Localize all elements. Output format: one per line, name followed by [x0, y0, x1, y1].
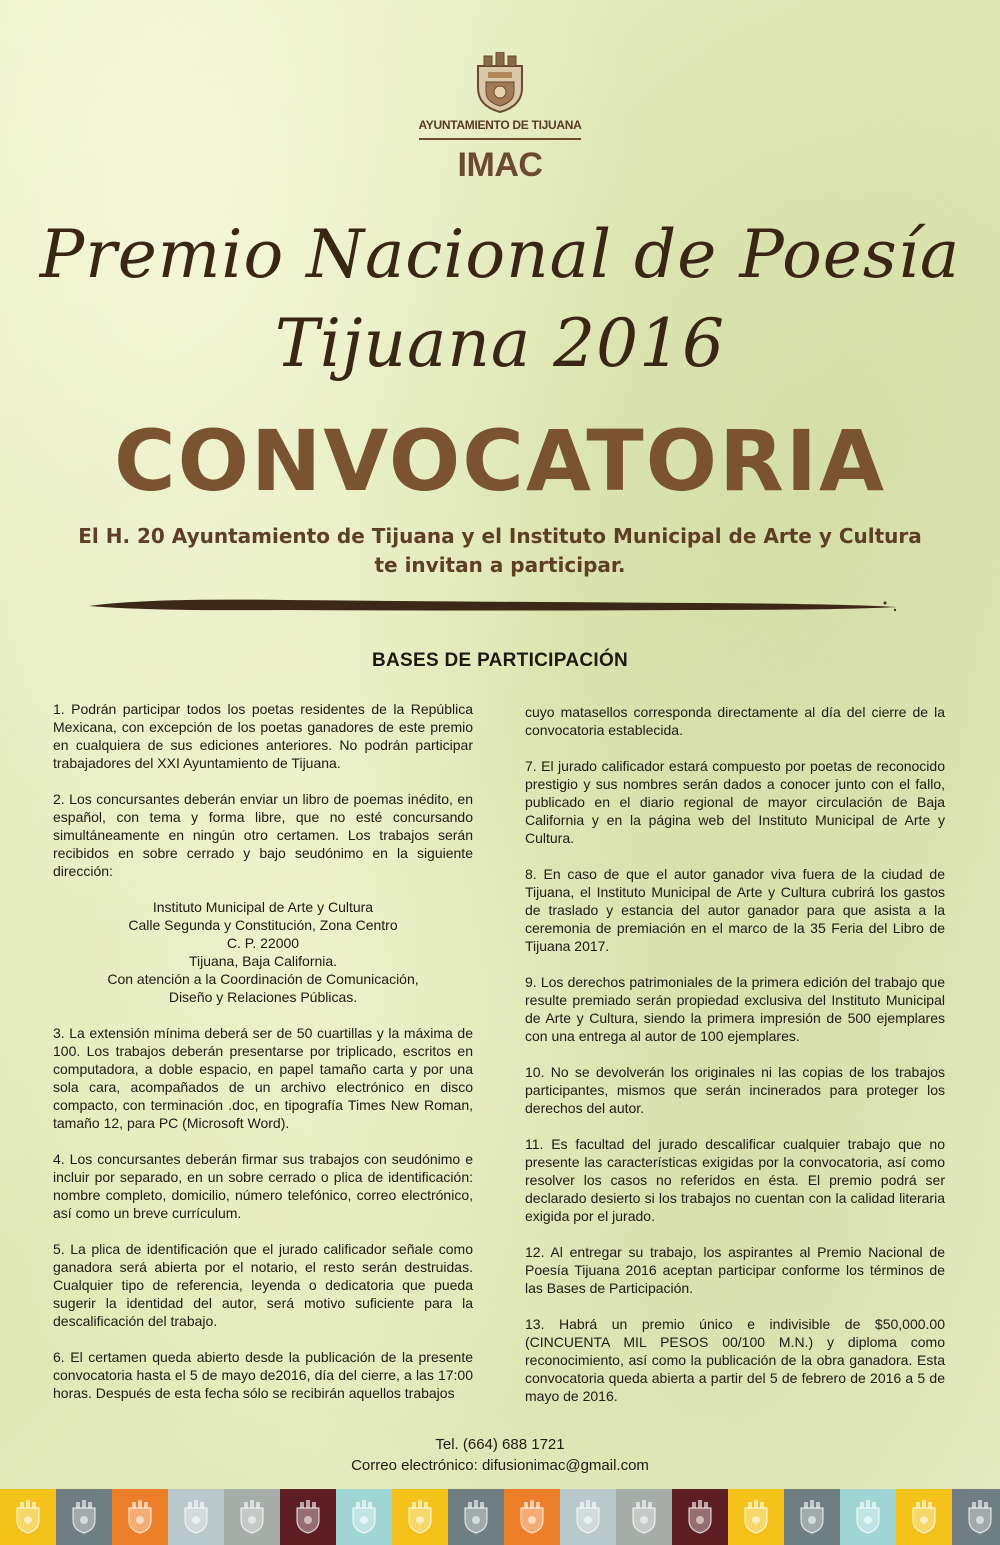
- base-6: 6. El certamen queda abierto desde la publicación de la presente convocatoria hasta el 5 de mayo de2016, día del cierre, a las 17:00 horas. Después de esta fecha sólo se recibirán aquellos trabajos: [53, 1349, 473, 1401]
- coat-of-arms-icon: [965, 1500, 995, 1534]
- base-6-continued: cuyo matasellos corresponda directamente al día del cierre de la convocatoria establecida.: [525, 704, 945, 738]
- base-5: 5. La plica de identificación que el jurado calificador señale como ganadora será abierta por el notario, el resto serán destruidas. Cualquier tipo de referencia, leyenda o dedicatoria que pueda sugerir la identidad del autor, será motivo suficiente para la descalificación del trabajo.: [53, 1241, 473, 1329]
- coat-of-arms-icon: [741, 1500, 771, 1534]
- address-line: C. P. 22000: [226, 935, 300, 951]
- footer-tile: [56, 1489, 112, 1545]
- award-title-line2: Tijuana 2016: [274, 305, 726, 382]
- invitation-text: [0, 522, 1000, 580]
- base-13: 13. Habrá un premio único e indivisible de $50,000.00 (CINCUENTA MIL PESOS 00/100 M.N.) y diploma como reconocimiento, así como la publicación de la obra ganadora. Esta convocatoria queda abierta a partir del 5 de febrero de 2016 a 5 de mayo de 2016.: [525, 1316, 945, 1404]
- organization-name: AYUNTAMIENTO DE TIJUANA: [418, 118, 582, 132]
- footer-seal-strip: [0, 1489, 1000, 1545]
- bases-title: BASES DE PARTICIPACIÓN: [371, 650, 629, 671]
- coat-of-arms-icon: [13, 1500, 43, 1534]
- award-title-line1: Premio Nacional de Poesía: [39, 216, 961, 293]
- headline: CONVOCATORIA: [113, 412, 887, 510]
- coat-of-arms-icon: [573, 1500, 603, 1534]
- footer-tile: [224, 1489, 280, 1545]
- footer-tile: [280, 1489, 336, 1545]
- bases-left-column: [53, 700, 473, 1420]
- footer-tile: [896, 1489, 952, 1545]
- invitation-line2: te invitan a participar.: [374, 553, 626, 577]
- coat-of-arms-icon: [461, 1500, 491, 1534]
- base-3: 3. La extensión mínima deberá ser de 50 cuartillas y la máxima de 100. Los trabajos deberán presentarse por triplicado, escritos en computadora, a doble espacio, en papel tamaño carta y por una sola cara, acompañados de un archivo electrónico en disco compacto, con terminación .doc, en tipografía Times New Roman, tamaño 12, para PC (Microsoft Word).: [53, 1025, 473, 1131]
- footer-tile: [616, 1489, 672, 1545]
- coat-of-arms-icon: [853, 1500, 883, 1534]
- contact-info: [0, 1434, 1000, 1476]
- coat-of-arms-icon: [293, 1500, 323, 1534]
- base-2: 2. Los concursantes deberán enviar un libro de poemas inédito, en español, con tema y forma libre, que no esté concursando simultáneamente en ningún otro certamen. Los trabajos serán recibidos en sobre cerrado y bajo seudónimo en la siguiente dirección:: [53, 791, 473, 879]
- base-1: 1. Podrán participar todos los poetas residentes de la República Mexicana, con excepción de los poetas ganadores de este premio en cualquiera de sus ediciones anteriores. No podrán participar trabajadores del XXI Ayuntamiento de Tijuana.: [53, 701, 473, 771]
- base-9: 9. Los derechos patrimoniales de la primera edición del trabajo que resulte premiado serán propiedad exclusiva del Instituto Municipal de Arte y Cultura, siendo la primera impresión de 500 ejemplares con una entrega al autor de 100 ejemplares.: [525, 974, 945, 1044]
- coat-of-arms-icon: [405, 1500, 435, 1534]
- footer-tile: [336, 1489, 392, 1545]
- institute-acronym: IMAC: [457, 146, 543, 184]
- coat-of-arms-icon: [69, 1500, 99, 1534]
- base-7: 7. El jurado calificador estará compuesto por poetas de reconocido prestigio y sus nombres serán dados a conocer junto con el fallo, publicado en el diario regional de mayor circulación de Baja California y en la página web del Instituto Municipal de Arte y Cultura.: [525, 758, 945, 846]
- coat-of-arms-icon: [181, 1500, 211, 1534]
- header-divider: [419, 138, 581, 140]
- coat-of-arms-icon: [125, 1500, 155, 1534]
- address-line: Calle Segunda y Constitución, Zona Centro: [128, 917, 398, 933]
- footer-tile: [728, 1489, 784, 1545]
- address-line: Diseño y Relaciones Públicas.: [168, 989, 358, 1005]
- coat-of-arms-icon: [629, 1500, 659, 1534]
- coat-of-arms-icon: [797, 1500, 827, 1534]
- contact-email: Correo electrónico: difusionimac@gmail.com: [351, 1457, 649, 1474]
- contact-phone: Tel. (664) 688 1721: [435, 1436, 565, 1453]
- footer-tile: [560, 1489, 616, 1545]
- footer-tile: [672, 1489, 728, 1545]
- base-10: 10. No se devolverán los originales ni las copias de los trabajos participantes, mismos que serán incinerados para proteger los derechos del autor.: [525, 1064, 945, 1116]
- footer-tile: [168, 1489, 224, 1545]
- address-line: Instituto Municipal de Arte y Cultura: [152, 899, 374, 915]
- footer-tile: [504, 1489, 560, 1545]
- footer-tile: [840, 1489, 896, 1545]
- mailing-address: [53, 898, 473, 1006]
- coat-of-arms-icon: [517, 1500, 547, 1534]
- invitation-line1: El H. 20 Ayuntamiento de Tijuana y el Instituto Municipal de Arte y Cultura: [78, 524, 922, 548]
- address-line: Tijuana, Baja California.: [188, 953, 338, 969]
- coat-of-arms-icon: [470, 52, 530, 114]
- bases-right-column: [525, 703, 945, 1423]
- coat-of-arms-icon: [685, 1500, 715, 1534]
- address-line: Con atención a la Coordinación de Comunicación,: [107, 971, 419, 987]
- footer-tile: [448, 1489, 504, 1545]
- base-12: 12. Al entregar su trabajo, los aspirantes al Premio Nacional de Poesía Tijuana 2016 aceptan participar conforme los términos de las Bases de Participación.: [525, 1244, 945, 1296]
- base-4: 4. Los concursantes deberán firmar sus trabajos con seudónimo e incluir por separado, en un sobre cerrado o plica de identificación: nombre completo, domicilio, número telefónico, correo electrónico, así como un breve currículum.: [53, 1151, 473, 1221]
- base-11: 11. Es facultad del jurado descalificar cualquier trabajo que no presente las características exigidas por la convocatoria, así como resolver los casos no referidos en ésta. El premio podrá ser declarado desierto si los trabajos no cuentan con la calidad literaria exigida por el jurado.: [525, 1136, 945, 1224]
- footer-tile: [952, 1489, 1000, 1545]
- base-8: 8. En caso de que el autor ganador viva fuera de la ciudad de Tijuana, el Instituto Municipal de Arte y Cultura cubrirá los gastos de traslado y estancia del autor ganador para que asista a la ceremonia de premiación en el marco de la 35 Feria del Libro de Tijuana 2017.: [525, 866, 945, 954]
- footer-tile: [112, 1489, 168, 1545]
- brush-stroke-divider: [85, 594, 905, 616]
- coat-of-arms-icon: [237, 1500, 267, 1534]
- footer-tile: [784, 1489, 840, 1545]
- coat-of-arms-icon: [349, 1500, 379, 1534]
- footer-tile: [392, 1489, 448, 1545]
- coat-of-arms-icon: [909, 1500, 939, 1534]
- footer-tile: [0, 1489, 56, 1545]
